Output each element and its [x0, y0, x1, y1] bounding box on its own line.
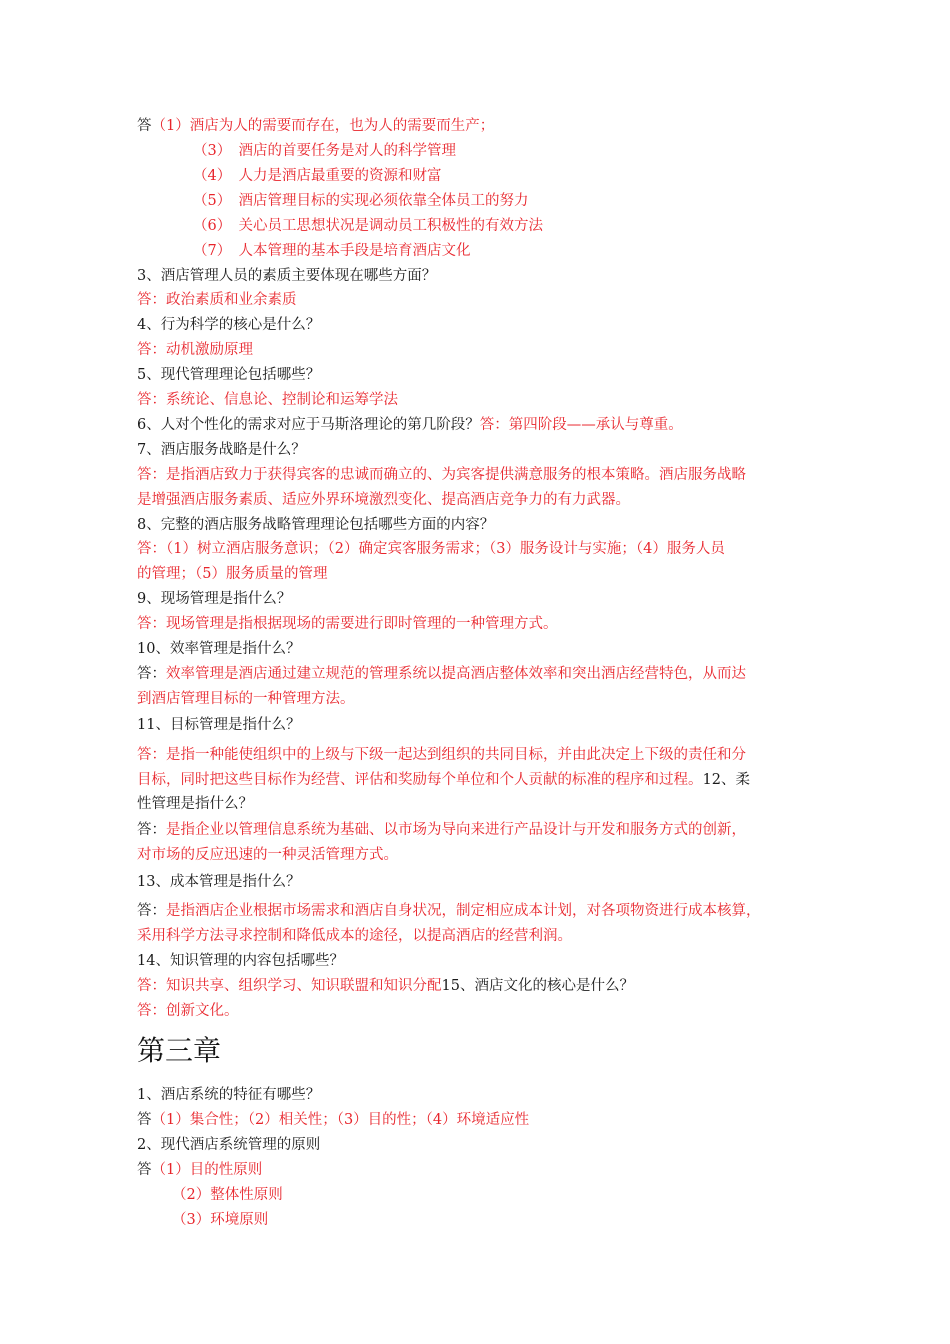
answer-line: 答：政治素质和业余素质 [137, 292, 297, 308]
question-line: 2、现代酒店系统管理的原则 [137, 1137, 321, 1153]
answer-line: 答（1）酒店为人的需要而存在，也为人的需要而生产； [137, 118, 495, 134]
question-line: 性管理是指什么？ [137, 796, 253, 812]
answer-line: 答：现场管理是指根据现场的需要进行即时管理的一种管理方式。 [137, 616, 558, 632]
question-line: 6、人对个性化的需求对应于马斯洛理论的第几阶段？答：第四阶段——承认与尊重。 [137, 417, 683, 433]
answer-line: 答：是指企业以管理信息系统为基础、以市场为导向来进行产品设计与开发和服务方式的创新， [137, 822, 746, 838]
answer-line: 的管理；（5）服务质量的管理 [137, 566, 328, 582]
question-line: 8、完整的酒店服务战略管理理论包括哪些方面的内容？ [137, 517, 495, 533]
answer-item: （7） 人本管理的基本手段是培育酒店文化 [193, 243, 471, 259]
answer-item: （2）整体性原则 [172, 1187, 283, 1203]
question-line: 7、酒店服务战略是什么？ [137, 442, 306, 458]
question-line: 10、效率管理是指什么？ [137, 641, 301, 657]
answer-item: （6） 关心员工思想状况是调动员工积极性的有效方法 [193, 218, 543, 234]
answer-line: 答：效率管理是酒店通过建立规范的管理系统以提高酒店整体效率和突出酒店经营特色，从而达 [137, 666, 746, 682]
answer-line: 到酒店管理目标的一种管理方法。 [137, 691, 355, 707]
answer-line: 答：是指酒店企业根据市场需求和酒店自身状况，制定相应成本计划，对各项物资进行成本核算， [137, 903, 761, 919]
question-line: 3、酒店管理人员的素质主要体现在哪些方面？ [137, 268, 437, 284]
answer-line: 答：创新文化。 [137, 1003, 239, 1019]
answer-line: 答：是指一种能使组织中的上级与下级一起达到组织的共同目标，并由此决定上下级的责任和分 [137, 747, 746, 763]
answer-line: 答：（1）树立酒店服务意识；（2）确定宾客服务需求；（3）服务设计与实施；（4）服务人员 [137, 541, 725, 557]
question-line: 13、成本管理是指什么？ [137, 874, 301, 890]
answer-line: 答：动机激励原理 [137, 342, 253, 358]
question-line: 9、现场管理是指什么？ [137, 591, 292, 607]
answer-line: 答：是指酒店致力于获得宾客的忠诚而确立的、为宾客提供满意服务的根本策略。酒店服务战略 [137, 467, 746, 483]
question-line: 11、目标管理是指什么？ [137, 717, 301, 733]
answer-item: （3） 酒店的首要任务是对人的科学管理 [193, 143, 456, 159]
chapter-title: 第三章 [137, 1034, 222, 1067]
answer-line: 目标，同时把这些目标作为经营、评估和奖励每个单位和个人贡献的标准的程序和过程。12、柔 [137, 772, 750, 788]
question-line: 4、行为科学的核心是什么？ [137, 317, 321, 333]
answer-line: 对市场的反应迅速的一种灵活管理方式。 [137, 847, 398, 863]
answer-line: 答：系统论、信息论、控制论和运筹学法 [137, 392, 398, 408]
question-line: 14、知识管理的内容包括哪些？ [137, 953, 344, 969]
answer-item: （5） 酒店管理目标的实现必须依靠全体员工的努力 [193, 193, 529, 209]
answer-line: 答（1）集合性；（2）相关性；（3）目的性；（4）环境适应性 [137, 1112, 530, 1128]
question-line: 5、现代管理理论包括哪些？ [137, 367, 321, 383]
answer-line: 是增强酒店服务素质、适应外界环境激烈变化、提高酒店竞争力的有力武器。 [137, 492, 630, 508]
answer-line: 答：知识共享、组织学习、知识联盟和知识分配15、酒店文化的核心是什么？ [137, 978, 634, 994]
answer-item: （4） 人力是酒店最重要的资源和财富 [193, 168, 442, 184]
question-line: 1、酒店系统的特征有哪些？ [137, 1087, 321, 1103]
answer-line: 答（1）目的性原则 [137, 1162, 263, 1178]
answer-item: （3）环境原则 [172, 1212, 269, 1228]
answer-line: 采用科学方法寻求控制和降低成本的途径，以提高酒店的经营利润。 [137, 928, 572, 944]
